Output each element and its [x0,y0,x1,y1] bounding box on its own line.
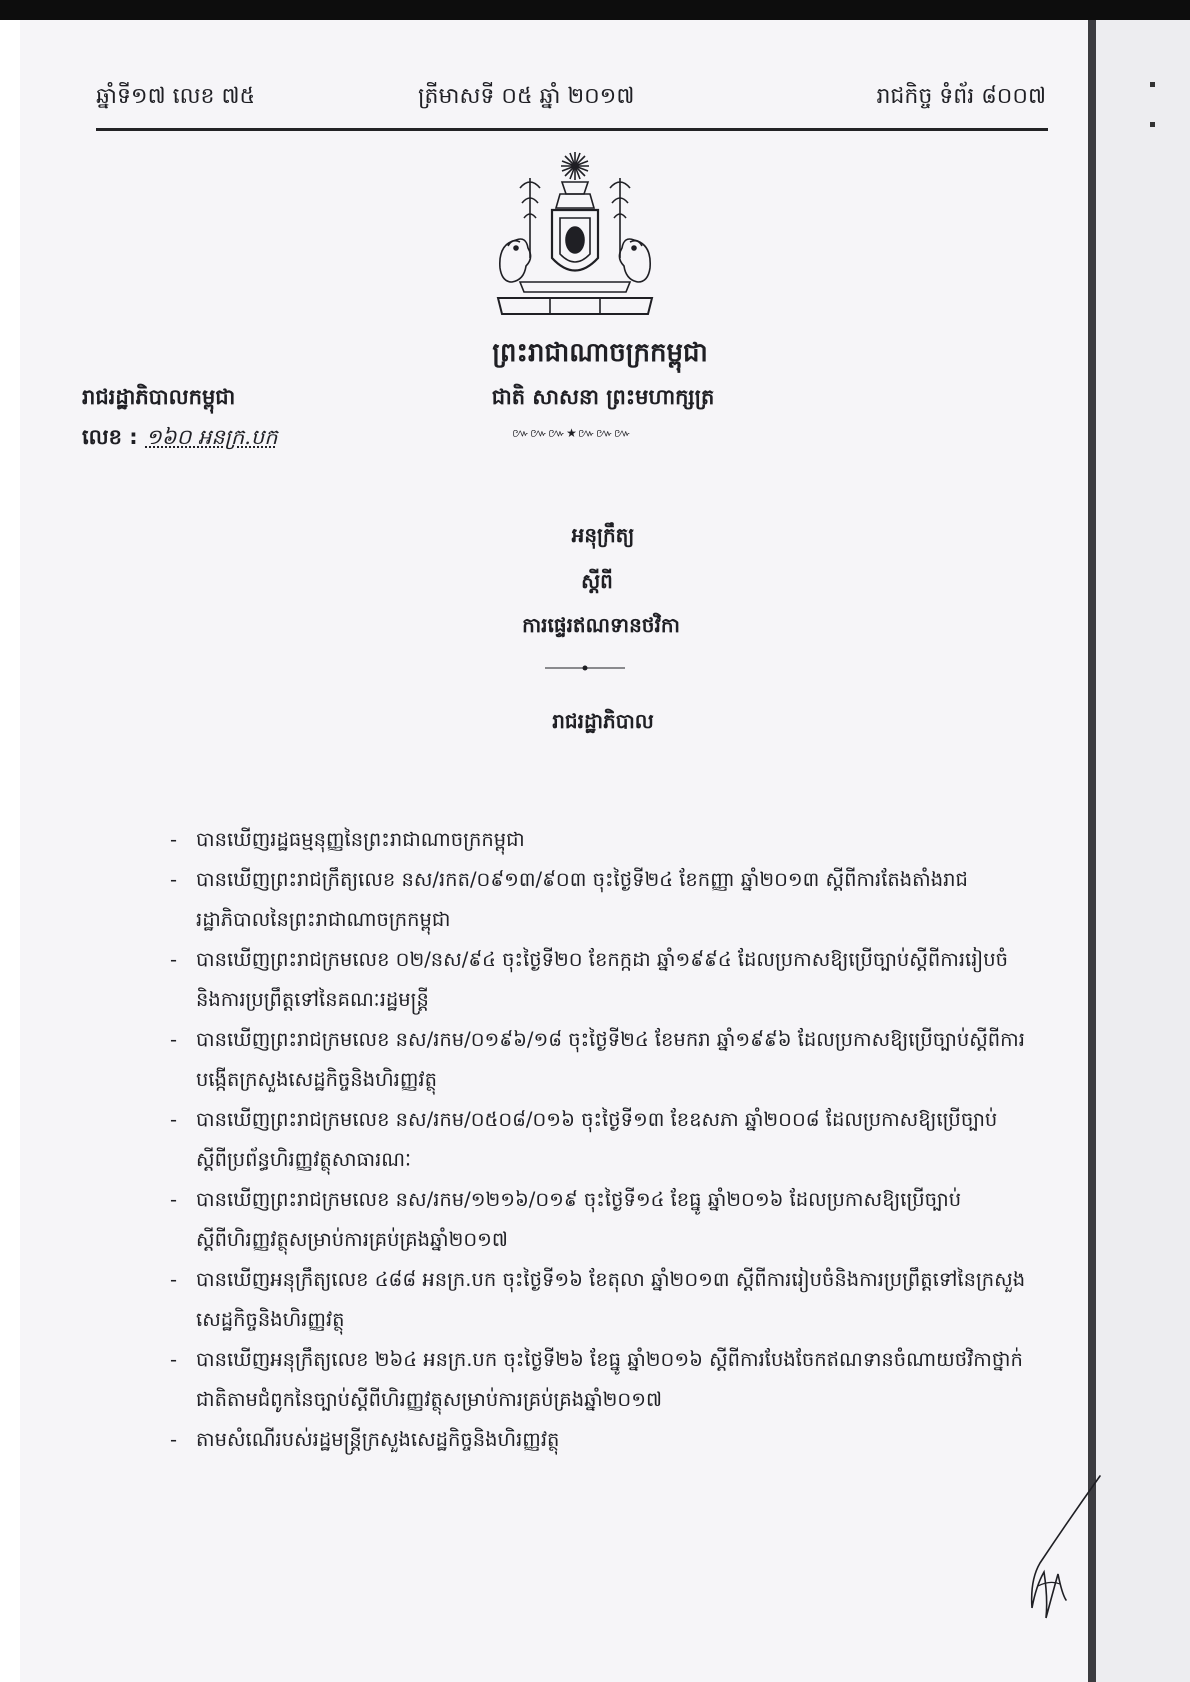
kingdom-name: ព្រះរាជាណាចក្រកម្ពុជា [492,338,708,368]
gazette-issue: ឆ្នាំទី១៧ លេខ ៧៥ [96,84,256,109]
document-type: អនុក្រឹត្យ [571,523,635,547]
reference-value: ១៦០ អនក្រ.បក [145,425,278,449]
list-item: - បានឃើញព្រះរាជក្រមលេខ នស/រកម/០៥០៨/០១៦ ចុះថ្ងៃទី១៣ ខែឧសភា ឆ្នាំ២០០៨ ដែលប្រកាសឱ្យប្រើច្បាប់ស្តីពីប្រព័ន្ធហិរញ្ញវត្ថុសាធារណៈ [168,1100,1028,1180]
edge-mark [1150,82,1155,87]
list-item: - បានឃើញរដ្ឋធម្មនុញ្ញនៃព្រះរាជាណាចក្រកម្ពុជា [168,820,1028,860]
scan-top-border [0,0,1190,20]
list-item: - បានឃើញព្រះរាជក្រមលេខ នស/រកម/១២១៦/០១៩ ចុះថ្ងៃទី១៤ ខែធ្នូ ឆ្នាំ២០១៦ ដែលប្រកាសឱ្យប្រើច្បាប់ស្តីពីហិរញ្ញវត្ថុសម្រាប់ការគ្រប់គ្រងឆ្នាំ២០១៧ [168,1180,1028,1260]
document-subject: ការផ្ទេរឥណទានថវិកា [522,613,680,637]
page-edge [1096,20,1190,1682]
issuing-authority: រាជរដ្ឋាភិបាលកម្ពុជា [82,385,236,409]
initial-signature [1000,1468,1110,1628]
royal-coat-of-arms-icon [490,148,660,323]
list-item: - បានឃើញអនុក្រឹត្យលេខ ៤៨៨ អនក្រ.បក ចុះថ្ងៃទី១៦ ខែតុលា ឆ្នាំ២០១៣ ស្តីពីការរៀបចំនិងការប្រព្រឹត្តទៅនៃក្រសួងសេដ្ឋកិច្ចនិងហិរញ្ញវត្ថុ [168,1260,1028,1340]
gazette-header [96,82,1046,122]
list-item: - បានឃើញព្រះរាជក្រមលេខ នស/រកម/០១៩៦/១៨ ចុះថ្ងៃទី២៤ ខែមករា ឆ្នាំ១៩៩៦ ដែលប្រកាសឱ្យប្រើច្បាប់ស្តីពីការបង្កើតក្រសួងសេដ្ឋកិច្ចនិងហិរញ្ញវត្ថុ [168,1020,1028,1100]
reference-number [82,424,278,455]
list-item: - បានឃើញអនុក្រឹត្យលេខ ២៦៤ អនក្រ.បក ចុះថ្ងៃទី២៦ ខែធ្នូ ឆ្នាំ២០១៦ ស្តីពីការបែងចែកឥណទានចំណាយថវិកាថ្នាក់ជាតិតាមជំពូកនៃច្បាប់ស្តីពីហិរញ្ញវត្ថុសម្រាប់ការគ្រប់គ្រងឆ្នាំ២០១៧ [168,1340,1028,1420]
gazette-quarter: ត្រីមាសទី ០៥ ឆ្នាំ ២០១៧ [418,84,635,109]
list-item: - តាមសំណើរបស់រដ្ឋមន្ត្រីក្រសួងសេដ្ឋកិច្ចនិងហិរញ្ញវត្ថុ [168,1420,1028,1460]
header-rule [96,128,1048,131]
document-about: ស្តីពី [581,569,613,593]
title-divider [545,663,625,673]
reference-label: លេខ : [82,425,138,449]
page-spine-shadow [1088,20,1096,1682]
gazette-page: រាជកិច្ច ទំព័រ ៨០០៧ [876,84,1046,109]
motto-ornament: ៚៚៚★៚៚៚ [512,426,632,440]
considerations-list [168,820,1028,1460]
authority-heading: រាជរដ្ឋាភិបាល [552,709,654,733]
edge-mark [1150,122,1155,127]
national-motto: ជាតិ សាសនា ព្រះមហាក្សត្រ [491,385,715,409]
list-item: - បានឃើញព្រះរាជក្រឹត្យលេខ នស/រកត/០៩១៣/៩០៣ ចុះថ្ងៃទី២៤ ខែកញ្ញា ឆ្នាំ២០១៣ ស្តីពីការតែងតាំងរាជរដ្ឋាភិបាលនៃព្រះរាជាណាចក្រកម្ពុជា [168,860,1028,940]
list-item: - បានឃើញព្រះរាជក្រមលេខ ០២/នស/៩៤ ចុះថ្ងៃទី២០ ខែកក្កដា ឆ្នាំ១៩៩៤ ដែលប្រកាសឱ្យប្រើច្បាប់ស្តីពីការរៀបចំនិងការប្រព្រឹត្តទៅនៃគណៈរដ្ឋមន្ត្រី [168,940,1028,1020]
